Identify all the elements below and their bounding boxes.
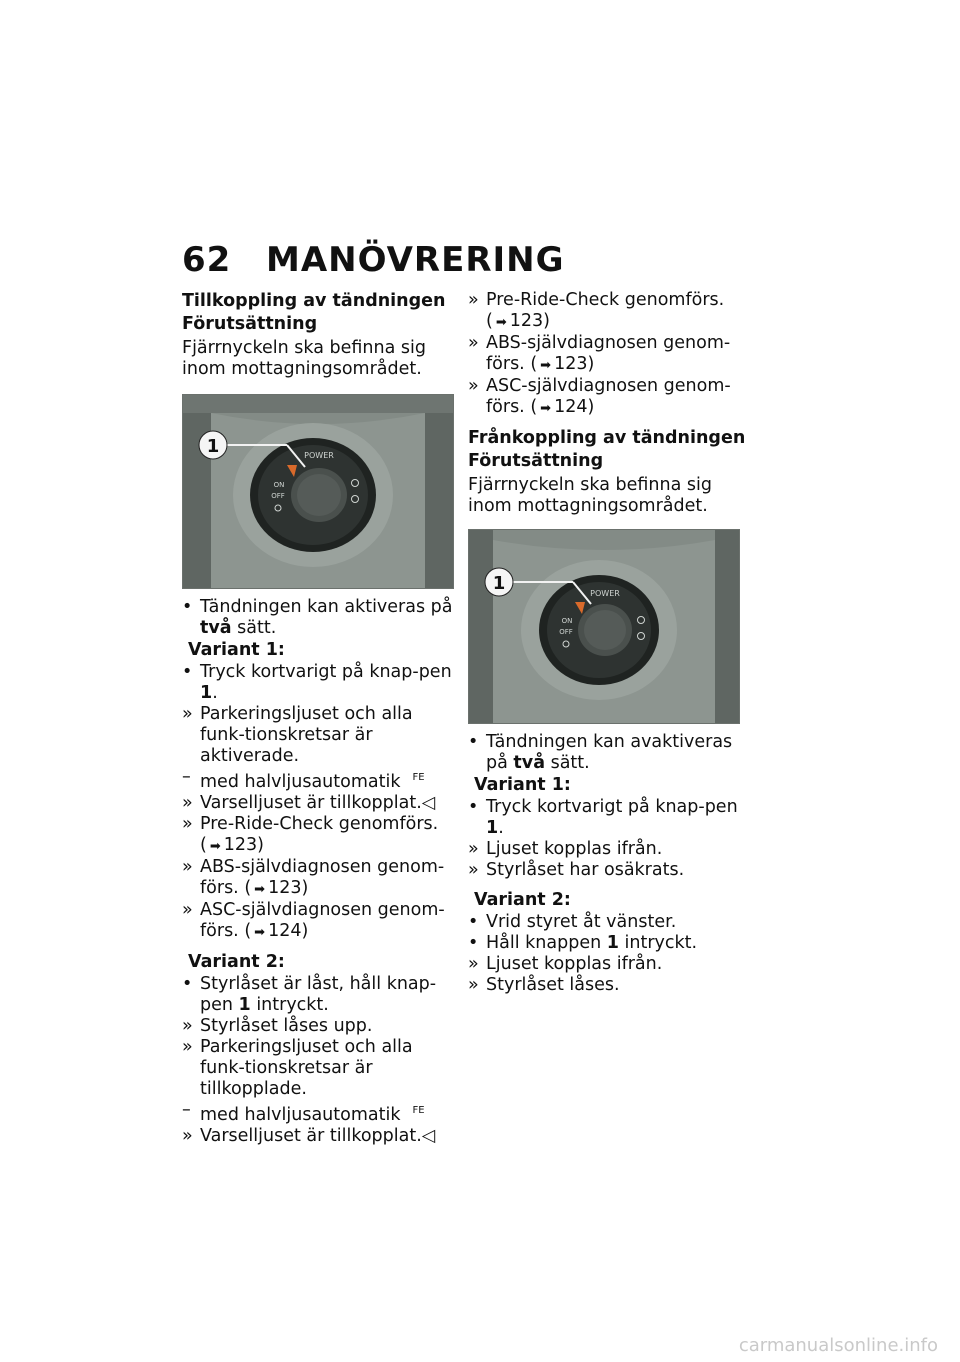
- list-item: • Tryck kortvarigt på knap-pen 1.: [182, 662, 452, 703]
- arrow-right-icon: ➡: [495, 315, 507, 330]
- result-item: » Styrlåset låses.: [468, 975, 620, 995]
- ignition-switch-photo: [182, 394, 454, 589]
- list-item: • Styrlåset är låst, håll knap-pen 1 intryckt.: [182, 973, 437, 1015]
- page-number: 62: [182, 240, 232, 280]
- list-item: • Vrid styret åt vänster.: [468, 912, 677, 932]
- variant-heading: Variant 1:: [188, 640, 285, 660]
- page-reference[interactable]: ( ➡ 123): [244, 877, 309, 898]
- ignition-switch-photo: [468, 529, 740, 724]
- result-item: » Ljuset kopplas ifrån.: [468, 839, 663, 859]
- off-label: OFF: [559, 628, 573, 636]
- on-label: ON: [561, 617, 573, 625]
- condition-item: – med halvljusautomatik $^{FE}$: [182, 1099, 425, 1125]
- variant-heading: Variant 1:: [474, 775, 571, 795]
- left-column: [182, 290, 462, 1147]
- arrow-right-icon: ➡: [254, 924, 266, 940]
- page-reference[interactable]: ( ➡ 123): [200, 834, 264, 855]
- variant-heading: Variant 2:: [188, 951, 285, 972]
- page-reference[interactable]: ( ➡ 124): [244, 920, 309, 941]
- power-label: POWER: [304, 451, 334, 460]
- callout-number: 1: [492, 573, 506, 594]
- arrow-right-icon: ➡: [540, 358, 552, 373]
- page-reference[interactable]: ( ➡ 123): [486, 311, 550, 331]
- off-label: OFF: [271, 492, 285, 500]
- section-title: MANÖVRERING: [266, 240, 565, 280]
- list-item: • Tändningen kan aktiveras på två sätt.: [182, 597, 453, 638]
- on-label: ON: [273, 481, 285, 489]
- result-item: » ABS-självdiagnosen genom-förs. ( ➡ 123): [468, 333, 731, 374]
- ignition-switch-illustration: [183, 395, 453, 588]
- result-item: » Styrlåset låses upp.: [182, 1015, 373, 1036]
- page-header: [182, 240, 565, 280]
- result-item: » Pre-Ride-Check genomförs. ( ➡ 123): [182, 813, 439, 855]
- result-item: » Varselljuset är tillkopplat.◁: [182, 1125, 436, 1146]
- page-reference[interactable]: ( ➡ 124): [530, 397, 595, 417]
- list-item: • Tändningen kan avaktiveras på två sätt.: [468, 732, 733, 773]
- arrow-right-icon: ➡: [254, 881, 266, 897]
- result-item: » Varselljuset är tillkopplat.◁: [182, 792, 436, 813]
- result-item: » ASC-självdiagnosen genom-förs. ( ➡ 124): [468, 376, 731, 417]
- arrow-right-icon: ➡: [209, 838, 221, 854]
- ignition-switch-illustration: [469, 530, 739, 723]
- condition-item: – med halvljusautomatik $^{FE}$: [182, 767, 425, 792]
- result-item: » Ljuset kopplas ifrån.: [468, 954, 663, 974]
- power-label: POWER: [590, 589, 620, 598]
- result-item: » Pre-Ride-Check genomförs. ( ➡ 123): [468, 290, 725, 331]
- arrow-right-icon: ➡: [540, 401, 552, 416]
- section-heading: Tillkoppling av tändningen: [182, 291, 446, 311]
- prereq-heading: Förutsättning: [182, 314, 318, 334]
- prereq-text: Fjärrnyckeln ska befinna sig inom mottagningsområdet.: [182, 338, 426, 379]
- result-item: » ABS-självdiagnosen genom-förs. ( ➡ 123): [182, 856, 445, 898]
- right-column: [468, 290, 748, 996]
- result-item: » Styrlåset har osäkrats.: [468, 860, 685, 880]
- result-item: » Parkeringsljuset och alla funk-tionskretsar är aktiverade.: [182, 704, 413, 766]
- prereq-text: Fjärrnyckeln ska befinna sig inom mottagningsområdet.: [468, 475, 712, 516]
- section-heading: Frånkoppling av tändningen: [468, 428, 746, 448]
- variant-heading: Variant 2:: [474, 890, 571, 910]
- callout-number: 1: [206, 436, 220, 457]
- list-item: • Tryck kortvarigt på knap-pen 1.: [468, 797, 738, 838]
- list-item: • Håll knappen 1 intryckt.: [468, 933, 698, 953]
- result-item: » ASC-självdiagnosen genom-förs. ( ➡ 124): [182, 899, 445, 941]
- result-item: » Parkeringsljuset och alla funk-tionskretsar är tillkopplade.: [182, 1036, 413, 1099]
- prereq-heading: Förutsättning: [468, 451, 604, 471]
- watermark: carmanualsonline.info: [738, 1335, 938, 1356]
- page-reference[interactable]: ( ➡ 123): [530, 354, 595, 374]
